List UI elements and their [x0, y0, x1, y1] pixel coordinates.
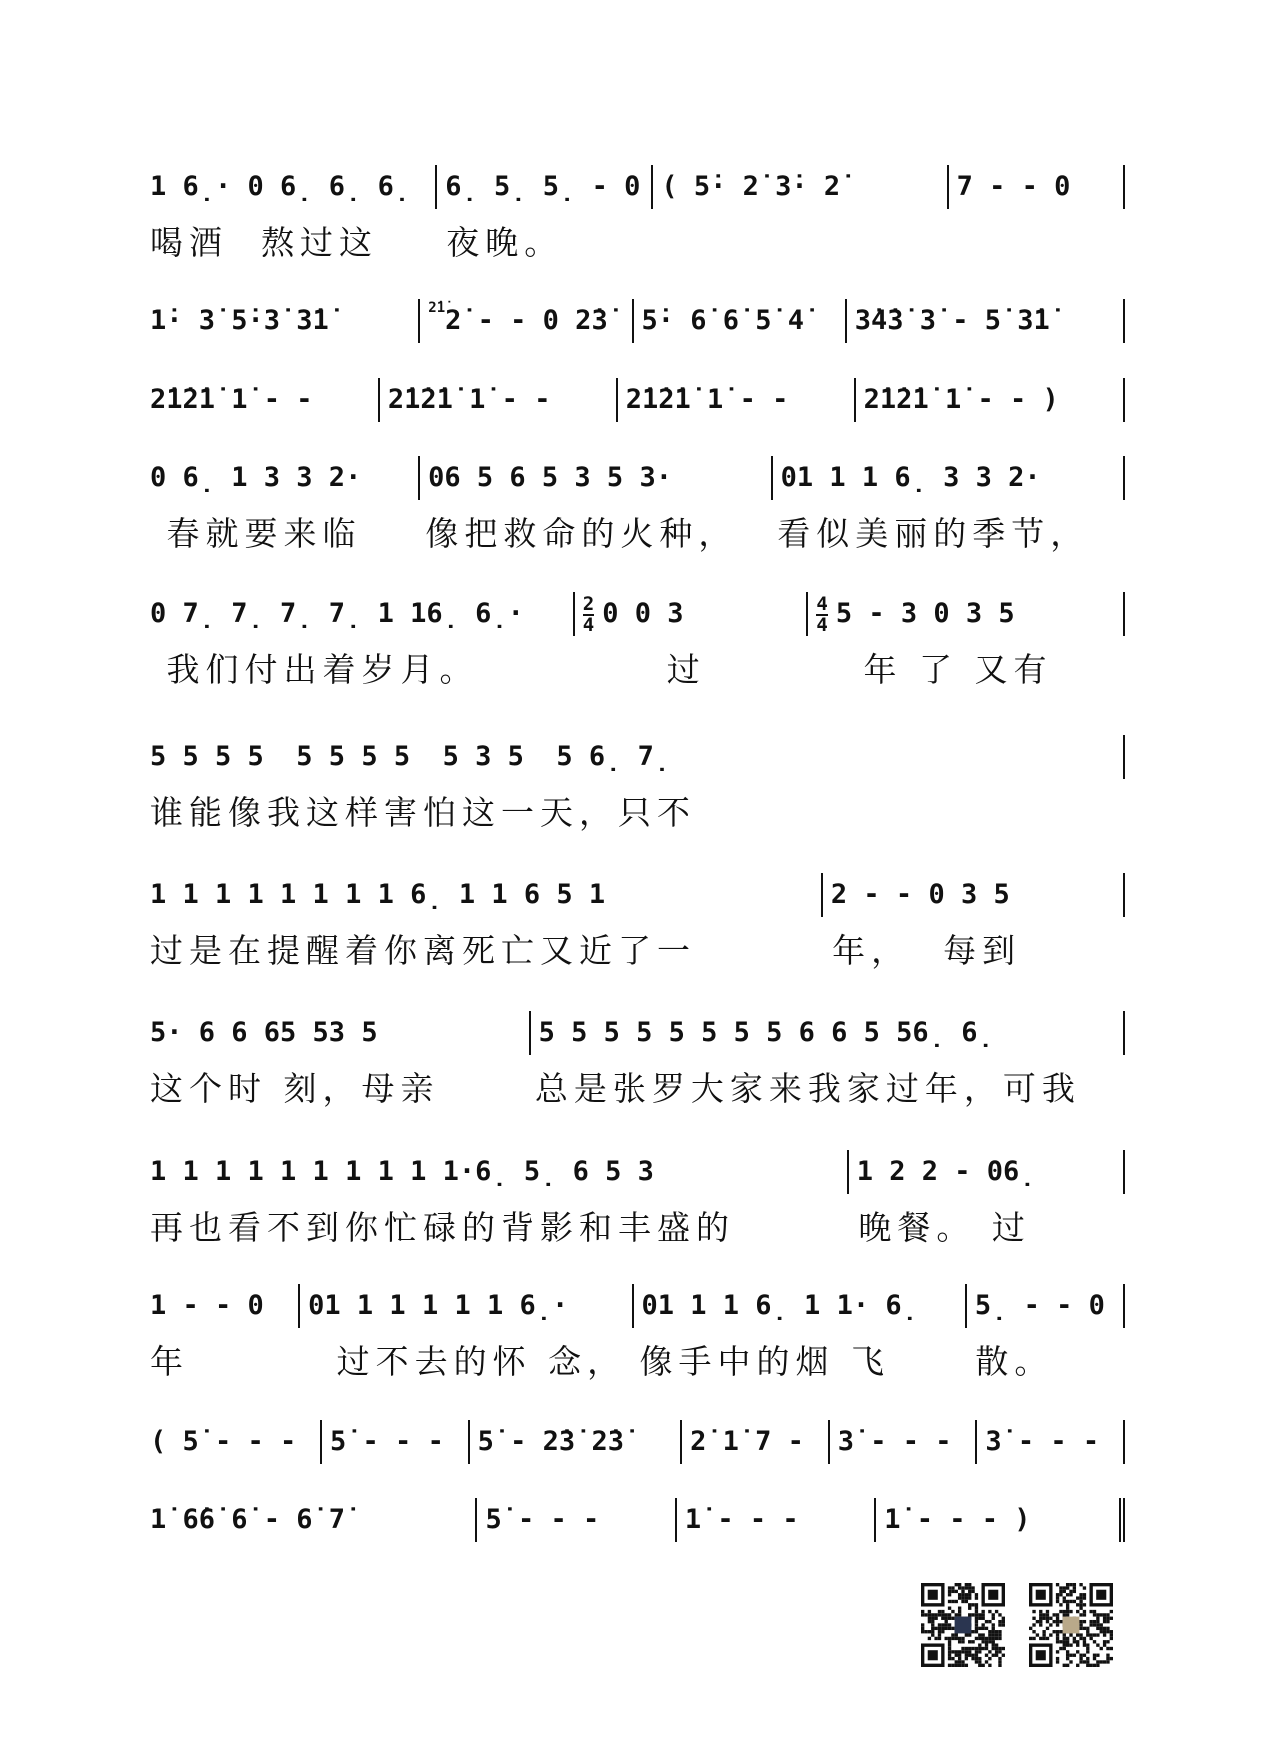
- measure: [616, 378, 854, 422]
- lyrics-line: [150, 1063, 1125, 1110]
- measure: [298, 1284, 631, 1328]
- notes-line: [150, 873, 1125, 917]
- measure: [150, 1498, 475, 1542]
- notes-line: [150, 1420, 1125, 1464]
- measure-notes: 2 - - 0 3 5: [830, 879, 1010, 910]
- measure-notes: ( 5̇· 2̇ 3̇· 2̇: [661, 171, 841, 202]
- score-row: [150, 1284, 1125, 1383]
- lyrics-line: [150, 787, 1125, 834]
- measure: [632, 299, 845, 343]
- measure-notes: 5 5 5 5 5 5 5 5 6 6 5 56̣ 6̣: [538, 1017, 994, 1048]
- lyrics-line: [150, 925, 1125, 972]
- measure: [828, 1420, 976, 1464]
- measure-notes: 06 5 6 5 3 5 3·: [428, 462, 672, 493]
- lyric-text: 喝酒 熬过这: [150, 223, 378, 262]
- measure-notes: 1 1 1 1 1 1 1 1 1 1·6̣ 5̣ 6 5 3: [150, 1156, 654, 1187]
- lyric-text: 散。: [975, 1342, 1054, 1381]
- measure: [435, 165, 651, 209]
- measure: [975, 1420, 1123, 1464]
- measure-notes: 6̣ 5̣ 5̣ - 0: [445, 171, 641, 202]
- measure: [874, 1498, 1119, 1542]
- score-row: [150, 592, 1125, 691]
- notes-line: [150, 1284, 1125, 1328]
- time-signature-part: 4: [816, 613, 828, 636]
- measure: [150, 873, 821, 917]
- measure-notes: 3̇ - - -: [837, 1426, 952, 1457]
- measure-notes: 0 7̣ 7̣ 7̣ 7̣ 1 16̣ 6̣·: [150, 598, 524, 629]
- measure-notes: 1 2 2 - 06̣: [856, 1156, 1036, 1187]
- measure: [150, 1284, 298, 1328]
- notes-line: [150, 378, 1125, 422]
- measure-notes: 5 5 5 5 5 5 5 5 5 3 5 5 6̣ 7̣: [150, 741, 671, 772]
- lyric-text: 晚餐。 过: [858, 1208, 1031, 1247]
- lyric-text: 过: [584, 650, 706, 689]
- lyrics-line: [150, 644, 1125, 691]
- measure-notes: 1̇ 6̇6̇ 6̇ - 6̇ 7̇: [150, 1504, 346, 1535]
- measure: [418, 456, 770, 500]
- score-row: [150, 165, 1125, 264]
- measure: [150, 735, 1123, 779]
- measure-notes: 5̇· 6̇ 6̇ 5̇ 4̇: [641, 305, 805, 336]
- lyric-text: [656, 217, 952, 264]
- measure: [675, 1498, 874, 1542]
- measure: [150, 1011, 529, 1055]
- measure: [529, 1011, 1123, 1055]
- measure: [150, 165, 435, 209]
- notes-line: [150, 1498, 1125, 1542]
- lyric-text: 过不去的怀 念，: [303, 1342, 627, 1381]
- lyric-text: 年: [150, 1342, 189, 1381]
- lyric-text: 夜晚。: [446, 223, 564, 262]
- qr-code-icon: [1029, 1583, 1113, 1667]
- lyrics-line: [150, 508, 1125, 555]
- notes-line: [150, 592, 1125, 636]
- measure-notes: 7 - - 0: [956, 171, 1071, 202]
- lyric-text: 年 了 又有: [814, 650, 1053, 689]
- notes-line: [150, 1150, 1125, 1194]
- score-row: [150, 456, 1125, 555]
- measure: [771, 456, 1123, 500]
- measure-notes: 1̇· 3̇ 5̇·3̇ 3̇1̇: [150, 305, 329, 336]
- notes-line: [150, 165, 1125, 209]
- lyric-text: 我们付出着岁月。: [150, 650, 479, 689]
- lyrics-line: [150, 1202, 1125, 1249]
- measure: [847, 1150, 1123, 1194]
- lyric-text: 这个时 刻，母亲: [150, 1069, 440, 1108]
- measure: [854, 378, 1123, 422]
- score-row: [150, 873, 1125, 972]
- measure: [150, 1420, 320, 1464]
- qr-code-icon: [921, 1583, 1005, 1667]
- measure-notes: 0 0 3: [602, 598, 684, 629]
- measure-notes: 1 1 1 1 1 1 1 1 6̣ 1 1 6 5 1: [150, 879, 606, 910]
- measure: [475, 1498, 674, 1542]
- measure-notes: 1 - - 0: [150, 1290, 264, 1321]
- measure-notes: 1̇ - - -: [684, 1504, 799, 1535]
- measure-notes: 0 6̣ 1 3 3 2·: [150, 462, 362, 493]
- measure-notes: 5· 6 6 65 53 5: [150, 1017, 378, 1048]
- measure-notes: 2̇1̇2̇1̇ 1̇ - - ): [863, 384, 1059, 415]
- measure-notes: 2̇ - - 0 2̇3̇: [445, 305, 608, 336]
- measure: [965, 1284, 1123, 1328]
- measure: [150, 1150, 847, 1194]
- notes-line: [150, 735, 1125, 779]
- measure: [150, 299, 418, 343]
- lyric-text: 像手中的烟 飞: [639, 1342, 890, 1381]
- lyric-text: 春就要来临: [150, 514, 362, 553]
- measure-notes: 5̇ - - -: [330, 1426, 444, 1457]
- measure-notes: 2̇1̇2̇1̇ 1̇ - -: [387, 384, 551, 415]
- measure: [573, 592, 807, 636]
- time-signature-part: 4: [816, 592, 828, 615]
- score-row: [150, 299, 1125, 343]
- measure-notes: 3̇4̇3̇ 3̇ - 5̇ 3̇1̇: [854, 305, 1050, 336]
- score-row: [150, 1498, 1125, 1542]
- score-row: [150, 1011, 1125, 1110]
- measure-notes: 01 1 1 6̣ 3 3 2·: [780, 462, 1041, 493]
- measure: [845, 299, 1123, 343]
- measure: [468, 1420, 680, 1464]
- score-row: [150, 735, 1125, 834]
- measure-notes: 01 1 1 6̣ 1 1· 6̣: [641, 1290, 918, 1321]
- measure: [418, 299, 631, 343]
- lyric-text: 年， 每到: [832, 931, 1022, 970]
- measure: [150, 456, 418, 500]
- lyric-text: 看似美丽的季节，: [777, 514, 1090, 553]
- measure-notes: 1 6̣· 0 6̣ 6̣ 6̣: [150, 171, 411, 202]
- lyric-text: 谁能像我这样害怕这一天，只不: [150, 793, 696, 832]
- lyric-text: 像把救命的火种，: [425, 514, 738, 553]
- measure-notes: 2̇1̇2̇1̇ 1̇ - -: [625, 384, 789, 415]
- measure-notes: ( 5̇ - - -: [150, 1426, 297, 1457]
- measure-notes: 2̇1̇2̇1̇ 1̇ - -: [150, 384, 313, 415]
- lyric-text: 总是张罗大家来我家过年，可我: [534, 1069, 1081, 1108]
- measure: [150, 378, 378, 422]
- measure: [806, 592, 1123, 636]
- time-signature-part: 4: [582, 613, 595, 636]
- lyric-text: 过是在提醒着你离死亡又近了一: [150, 931, 696, 970]
- score-row: [150, 378, 1125, 422]
- measure-notes: 5̣ - - 0: [974, 1290, 1105, 1321]
- time-signature: [582, 592, 595, 636]
- grace-notes: 2̇1̇: [428, 300, 446, 316]
- lyrics-line: [150, 217, 1125, 264]
- score-row: [150, 1150, 1125, 1249]
- notes-line: [150, 1011, 1125, 1055]
- measure: [632, 1284, 965, 1328]
- measure-notes: 5̇ - 2̇3̇ 2̇3̇: [477, 1426, 624, 1457]
- time-signature-part: 2: [582, 592, 595, 615]
- measure: [320, 1420, 468, 1464]
- lyrics-line: [150, 1336, 1125, 1383]
- measure: [947, 165, 1123, 209]
- measure: [378, 378, 616, 422]
- measure-notes: 3̇ - - -: [985, 1426, 1100, 1457]
- score-row: [150, 1420, 1125, 1464]
- measure: [821, 873, 1123, 917]
- measure: [680, 1420, 828, 1464]
- notes-line: [150, 299, 1125, 343]
- measure-notes: 2̇ 1̇ 7 -: [690, 1426, 804, 1457]
- lyric-text: [952, 217, 1125, 264]
- measure: [651, 165, 946, 209]
- measure: [150, 592, 573, 636]
- measure-notes: 5 - 3 0 3 5: [835, 598, 1015, 629]
- measure-notes: 01 1 1 1 1 1 6̣·: [308, 1290, 569, 1321]
- measure-notes: 5̇ - - -: [485, 1504, 600, 1535]
- measure-notes: 1̇ - - - ): [884, 1504, 1031, 1535]
- time-signature: [816, 592, 828, 636]
- lyric-text: 再也看不到你忙碌的背影和丰盛的: [150, 1208, 735, 1247]
- notes-line: [150, 456, 1125, 500]
